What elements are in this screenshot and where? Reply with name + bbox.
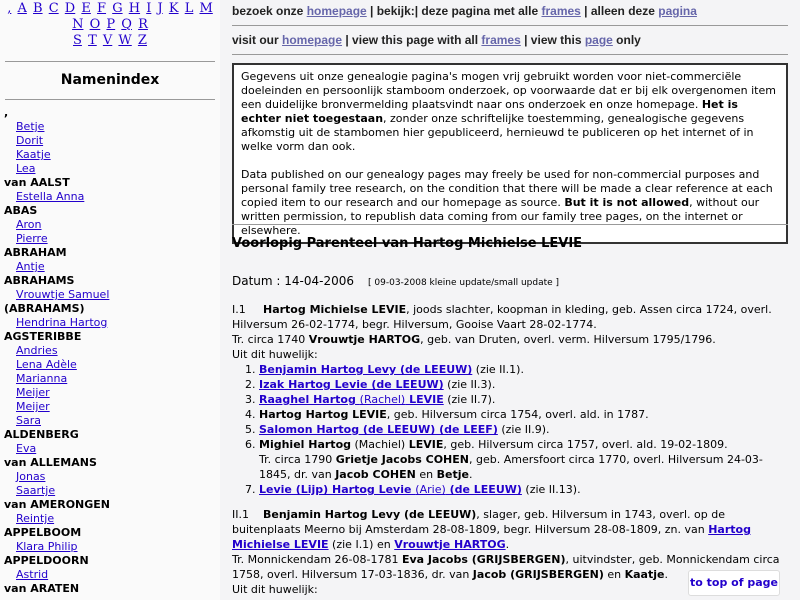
text: , zonder onze schriftelijke toestemming, genealogische gegevens afkomstig uit de stambomen hier gepubliceerd, hernieuwd te publiceren op het internet of in welke vorm dan ook. (241, 112, 754, 153)
letter-link-O[interactable]: O (89, 17, 101, 32)
person-link[interactable]: (de LEEUW) (445, 483, 522, 496)
index-frame (0, 0, 220, 600)
divider (232, 25, 788, 26)
letter-link-B[interactable]: B (33, 1, 43, 16)
content-frame (232, 0, 788, 600)
bold-text: Mighiel Hartog (259, 438, 351, 451)
letter-link-F[interactable]: F (97, 1, 107, 16)
text: | view this page with all (342, 33, 482, 47)
bold-text: Betje (436, 468, 469, 481)
name-row (4, 288, 110, 302)
letter-link-V[interactable]: V (102, 33, 113, 48)
letter-link-T[interactable]: T (88, 33, 97, 48)
name-row (4, 316, 110, 330)
text: visit our (232, 33, 283, 47)
person-link[interactable]: Izak Hartog Levie (de LEEUW) (259, 378, 444, 391)
name-link[interactable]: Marianna (16, 372, 68, 385)
name-link[interactable]: Pierre (16, 232, 48, 245)
text: en (603, 568, 625, 581)
nav-dutch (232, 4, 788, 19)
text: (zie II.1). (472, 363, 524, 376)
child-item (259, 482, 788, 497)
name-link[interactable]: Vrouwtje Samuel (16, 288, 110, 301)
name-row (4, 120, 110, 134)
bold-text: Hartog Michielse LEVIE (263, 303, 407, 316)
divider (5, 99, 215, 100)
text: . (505, 538, 510, 551)
text: bezoek onze (232, 4, 307, 18)
divider (232, 224, 788, 225)
notice-english (241, 168, 779, 238)
children-intro: Uit dit huwelijk: (232, 583, 318, 596)
name-row (4, 400, 110, 414)
person-link[interactable]: Salomon Hartog (de LEEUW) (de LEEF) (259, 423, 498, 436)
text: (Machiel) (351, 438, 409, 451)
name-link[interactable]: Dorit (16, 134, 44, 147)
name-link[interactable]: Astrid (16, 568, 49, 581)
family-heading: , (4, 106, 9, 119)
letter-link-G[interactable]: G (112, 1, 123, 16)
name-row (4, 470, 110, 484)
person-link[interactable]: homepage (306, 4, 367, 18)
bold-text: But it is not allowed (564, 196, 690, 209)
nav-english (232, 33, 788, 48)
name-link[interactable]: Lea (16, 162, 36, 175)
letter-link-E[interactable]: E (81, 1, 91, 16)
name-link[interactable]: Eva (16, 442, 37, 455)
letter-link-C[interactable]: C (48, 1, 59, 16)
name-link[interactable]: Reintje (16, 512, 55, 525)
letter-link-R[interactable]: R (138, 17, 148, 32)
family-heading: van AALST (4, 176, 70, 189)
text: en (415, 468, 437, 481)
name-row (4, 148, 110, 162)
entry-text (232, 303, 772, 331)
letter-link-M[interactable]: M (199, 1, 213, 16)
text: (zie II.3). (443, 378, 496, 391)
text: Tr. circa 1790 (259, 453, 336, 466)
text: Tr. Monnickendam 26-08-1781 (232, 553, 402, 566)
name-row (4, 484, 110, 498)
text: , without our written permission, to republish data coming from our family tree pages, on the internet or elsewhere. (241, 196, 760, 237)
name-link[interactable]: Kaatje (16, 148, 51, 161)
divider (232, 54, 788, 55)
text: | alleen deze (580, 4, 659, 18)
bold-text: Eva Jacobs (GRIJSBERGEN) (401, 553, 566, 566)
children-list (232, 362, 788, 497)
child-item (259, 407, 788, 422)
name-row (4, 218, 110, 232)
alphabet-nav (0, 1, 220, 49)
bold-text: LEVIE (408, 438, 444, 451)
family-heading: van ALLEMANS (4, 456, 97, 469)
name-row (4, 344, 110, 358)
name-row (4, 386, 110, 400)
name-link[interactable]: Meijer (16, 386, 50, 399)
letter-link-H[interactable]: H (128, 1, 141, 16)
text: , geb. Hilversum circa 1754, overl. ald. in 1787. (386, 408, 649, 421)
name-link[interactable]: Betje (16, 120, 45, 133)
text: Gegevens uit onze genealogie pagina's mogen vrij gebruikt worden voor niet-commerciële doeleinden en persoonlijk stamboom onderzoek, op voorwaarde dat er bij elk overgenomen item een duidelijke bronvermelding plaatsvindt naar ons onderzoek en onze homepage. (241, 70, 776, 111)
text: | bekijk:| deze pagina met alle (366, 4, 542, 18)
name-row (4, 540, 110, 554)
bold-text: Grietje Jacobs COHEN (335, 453, 469, 466)
text: , joods slachter, koopman in kleding, geb. Assen circa 1724, overl. Hilversum 26-02-1774, begr. Hilversum, Gooise Vaart 28-02-1774. (232, 303, 772, 331)
update-note: [ 09-03-2008 kleine update/small update ] (368, 278, 560, 288)
name-link[interactable]: Andries (16, 344, 58, 357)
person-link[interactable]: (Rachel) (359, 393, 406, 406)
text: (zie II.7). (443, 393, 496, 406)
text: , geb. van Druten, overl. verm. Hilversum 1795/1796. (420, 333, 716, 346)
entry-I-1 (232, 302, 788, 497)
family-heading: APPELDOORN (4, 554, 89, 567)
text: only (612, 33, 641, 47)
text: Data published on our genealogy pages may freely be used for non-commercial purposes and personal family tree research, on the condition that there will be made a clear reference at each copied item to our research and our homepage as source. (241, 168, 773, 209)
family-heading: ABRAHAM (4, 246, 67, 259)
person-link[interactable]: (Arie) (415, 483, 446, 496)
letter-link-W[interactable]: W (118, 33, 132, 48)
letter-link-K[interactable]: K (168, 1, 179, 16)
marriage-text (232, 333, 716, 346)
bold-text: Benjamin Hartog Levy (de LEEUW) (263, 508, 477, 521)
name-link[interactable]: Meijer (16, 400, 50, 413)
letter-link-S[interactable]: S (73, 33, 82, 48)
name-row (4, 568, 110, 582)
divider (5, 61, 215, 62)
bold-text: Hartog Hartog LEVIE (259, 408, 387, 421)
letter-link-D[interactable]: D (64, 1, 76, 16)
text: Tr. circa 1740 (232, 333, 309, 346)
name-row (4, 162, 110, 176)
person-link[interactable]: Benjamin Hartog Levy (de LEEUW) (259, 363, 473, 376)
name-link[interactable]: Klara Philip (16, 540, 78, 553)
name-link[interactable]: Lena Adèle (16, 358, 77, 371)
copyright-notice (232, 63, 788, 244)
letter-link-I[interactable]: I (146, 1, 152, 16)
child-item (259, 377, 788, 392)
name-link[interactable]: Sara (16, 414, 41, 427)
child-item (259, 437, 788, 482)
index-title: Namenindex (60, 72, 160, 88)
notice-dutch (241, 70, 779, 154)
bold-text: Jacob COHEN (335, 468, 416, 481)
letter-link-P[interactable]: P (106, 17, 116, 32)
family-heading: ABRAHAMS (4, 274, 75, 287)
text: . (468, 468, 473, 481)
name-row (4, 134, 110, 148)
name-row (4, 232, 110, 246)
letter-link-comma[interactable]: , (7, 1, 12, 16)
letter-link-N[interactable]: N (72, 17, 84, 32)
text: (zie II.13). (521, 483, 581, 496)
name-row (4, 372, 110, 386)
text: | view this (520, 33, 585, 47)
family-heading: van AMERONGEN (4, 498, 111, 511)
text: . (664, 568, 668, 581)
letter-link-Z[interactable]: Z (137, 33, 147, 48)
page-title: Voorlopig Parenteel van Hartog Michielse LEVIE (232, 236, 583, 251)
person-link[interactable]: page (584, 33, 613, 47)
name-row (4, 260, 110, 274)
name-row (4, 442, 110, 456)
person-link[interactable]: Levie (Lijp) Hartog Levie (259, 483, 416, 496)
text: (zie II.9). (497, 423, 550, 436)
person-link[interactable]: pagina (658, 4, 697, 18)
child-item (259, 422, 788, 437)
to-top-button[interactable]: to top of page (688, 570, 780, 596)
person-link[interactable]: LEVIE (405, 393, 444, 406)
family-heading: AGSTERIBBE (4, 330, 82, 343)
letter-link-J[interactable]: J (157, 1, 163, 16)
name-row (4, 414, 110, 428)
children-intro: Uit dit huwelijk: (232, 348, 318, 361)
text: , geb. Hilversum circa 1757, overl. ald. 19-02-1809. (443, 438, 728, 451)
family-heading: (ABRAHAMS) (4, 302, 85, 315)
name-row (4, 358, 110, 372)
name-link[interactable]: Aron (16, 218, 42, 231)
text: (zie I.1) en (328, 538, 395, 551)
person-link[interactable]: Vrouwtje HARTOG (394, 538, 506, 551)
date-line (232, 273, 788, 291)
letter-link-L[interactable]: L (184, 1, 194, 16)
entry-number: I.1 (232, 303, 246, 316)
person-link[interactable]: Raaghel Hartog (259, 393, 360, 406)
bold-text: Kaatje (624, 568, 665, 581)
person-link[interactable]: frames (541, 4, 581, 18)
name-link[interactable]: Estella Anna (16, 190, 85, 203)
person-link[interactable]: frames (481, 33, 521, 47)
name-link[interactable]: Jonas (16, 470, 46, 483)
entry-number: II.1 (232, 508, 249, 521)
family-heading: APPELBOOM (4, 526, 82, 539)
person-link[interactable]: Hartog Michielse LEVIE (232, 523, 751, 551)
text: , geb. Amersfoort circa 1770, overl. Hilversum 24-03-1845, dr. van (259, 453, 763, 481)
letter-link-A[interactable]: A (17, 1, 27, 16)
bold-text: Vrouwtje HARTOG (308, 333, 421, 346)
text: , uitvindster, geb. Monnickendam circa 1758, overl. Hilversum 17-03-1836, dr. van (232, 553, 780, 581)
letter-link-Q[interactable]: Q (121, 17, 132, 32)
name-link[interactable]: Antje (16, 260, 45, 273)
name-row (4, 512, 110, 526)
name-index-list (4, 106, 110, 596)
bold-text: Jacob (GRIJSBERGEN) (472, 568, 604, 581)
child-item (259, 392, 788, 407)
family-heading: ABAS (4, 204, 38, 217)
family-heading: ALDENBERG (4, 428, 79, 441)
name-link[interactable]: Saartje (16, 484, 56, 497)
bold-text: Het is echter niet toegestaan (241, 98, 738, 125)
name-row (4, 190, 110, 204)
child-item (259, 362, 788, 377)
date: Datum : 14-04-2006 (232, 274, 355, 288)
text: , slager, geb. Hilversum in 1743, overl. op de buitenplaats Meerno bij Amsterdam 28-08-1809, begr. Hilversum 28-08-1809, zn. van (232, 508, 725, 536)
family-heading: van ARATEN (4, 582, 80, 595)
name-link[interactable]: Hendrina Hartog (16, 316, 108, 329)
person-link[interactable]: homepage (282, 33, 343, 47)
